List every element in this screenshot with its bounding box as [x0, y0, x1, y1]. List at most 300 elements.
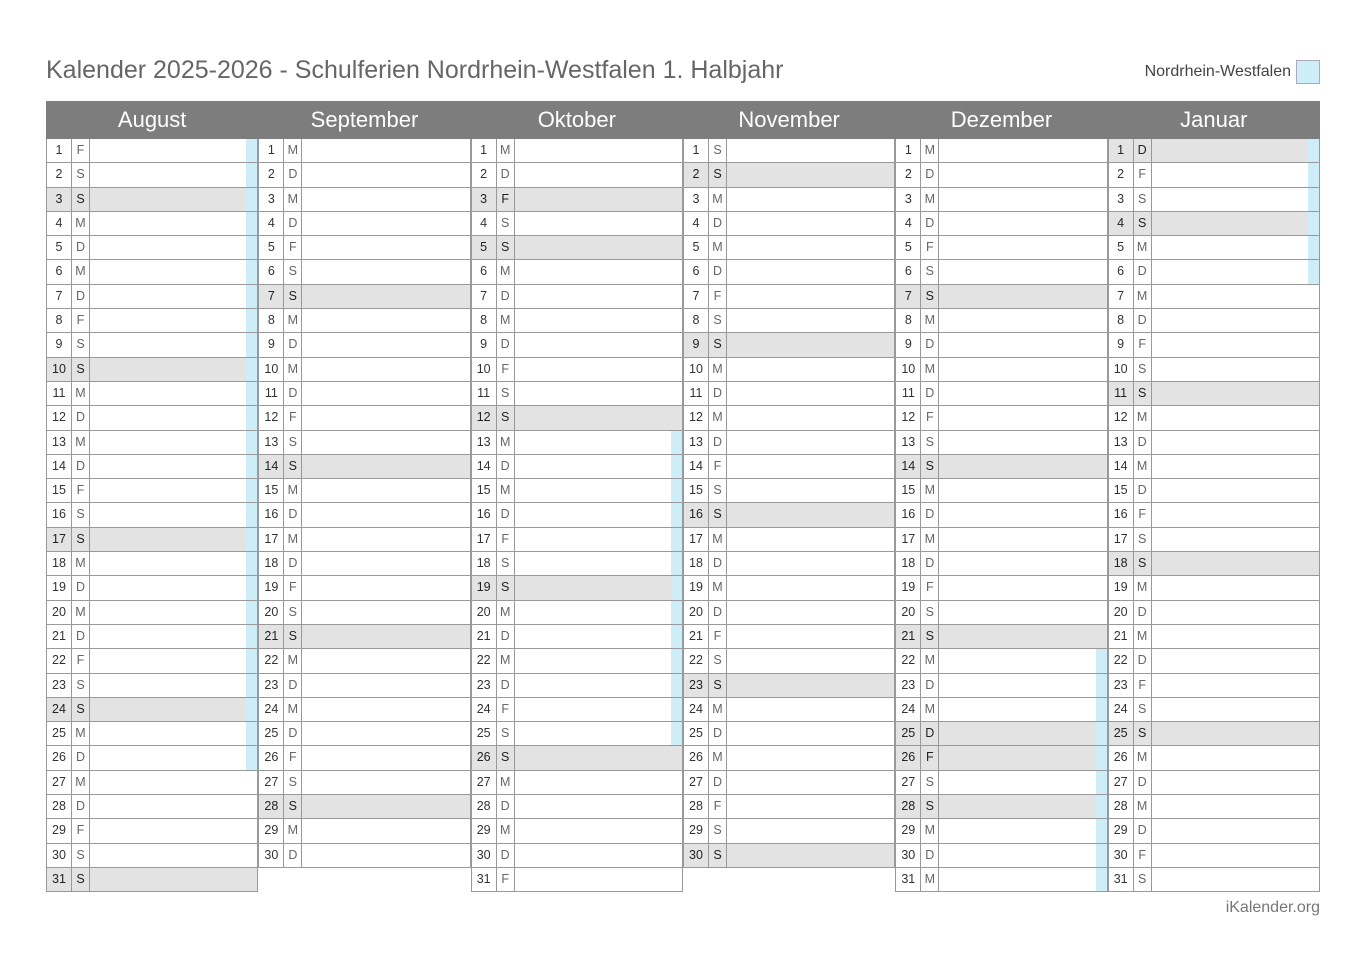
holiday-marker — [246, 746, 257, 769]
day-number: 29 — [1109, 819, 1134, 842]
day-note-cell — [90, 795, 257, 818]
holiday-marker — [246, 333, 257, 356]
day-number: 8 — [1109, 309, 1134, 332]
weekday-letter: D — [284, 503, 302, 526]
weekday-letter: M — [497, 649, 515, 672]
day-note-cell — [727, 139, 894, 162]
day-row — [471, 576, 683, 600]
weekday-letter: D — [709, 601, 727, 624]
day-row — [471, 285, 683, 309]
day-row — [1108, 601, 1320, 625]
day-row — [683, 139, 895, 163]
day-note-cell — [515, 260, 682, 283]
day-row — [683, 819, 895, 843]
weekday-letter: S — [72, 188, 90, 211]
weekday-letter: M — [1134, 455, 1152, 478]
day-note-cell — [1152, 601, 1319, 624]
day-row — [471, 479, 683, 503]
day-number: 2 — [259, 163, 284, 186]
day-number: 31 — [896, 868, 921, 891]
day-row — [258, 163, 470, 187]
day-row — [1108, 285, 1320, 309]
day-number: 8 — [47, 309, 72, 332]
day-number: 11 — [47, 382, 72, 405]
day-row — [1108, 552, 1320, 576]
weekday-letter: S — [72, 868, 90, 891]
day-number: 27 — [896, 771, 921, 794]
day-row — [683, 431, 895, 455]
day-row — [471, 333, 683, 357]
holiday-marker — [246, 455, 257, 478]
day-number: 13 — [47, 431, 72, 454]
weekday-letter: S — [284, 771, 302, 794]
day-note-cell — [727, 455, 894, 478]
day-row — [1108, 722, 1320, 746]
day-note-cell — [1152, 722, 1319, 745]
day-number: 18 — [47, 552, 72, 575]
day-row — [683, 260, 895, 284]
weekday-letter: S — [72, 333, 90, 356]
day-number: 7 — [259, 285, 284, 308]
day-note-cell — [515, 212, 682, 235]
day-number: 4 — [896, 212, 921, 235]
day-number: 24 — [684, 698, 709, 721]
weekday-letter: S — [1134, 358, 1152, 381]
day-row — [895, 771, 1107, 795]
day-note-cell — [1152, 868, 1319, 891]
day-row — [46, 163, 258, 187]
day-number: 21 — [684, 625, 709, 648]
day-number: 22 — [472, 649, 497, 672]
day-note-cell — [939, 844, 1106, 867]
day-row — [471, 528, 683, 552]
day-note-cell — [1152, 431, 1319, 454]
day-number: 9 — [47, 333, 72, 356]
day-number: 17 — [472, 528, 497, 551]
day-note-cell — [302, 188, 469, 211]
day-row — [46, 795, 258, 819]
day-row — [895, 649, 1107, 673]
day-number: 26 — [259, 746, 284, 769]
day-number: 10 — [1109, 358, 1134, 381]
day-note-cell — [727, 528, 894, 551]
day-number: 28 — [1109, 795, 1134, 818]
day-row — [471, 431, 683, 455]
day-row — [258, 236, 470, 260]
day-number: 2 — [1109, 163, 1134, 186]
day-row — [683, 722, 895, 746]
weekday-letter: D — [1134, 601, 1152, 624]
day-number: 4 — [259, 212, 284, 235]
weekday-letter: S — [284, 625, 302, 648]
weekday-letter: S — [921, 601, 939, 624]
day-note-cell — [939, 236, 1106, 259]
day-number: 1 — [1109, 139, 1134, 162]
weekday-letter: D — [72, 455, 90, 478]
day-number: 23 — [259, 674, 284, 697]
weekday-letter: D — [709, 552, 727, 575]
day-note-cell — [727, 819, 894, 842]
day-note-cell — [302, 236, 469, 259]
month-column-dezember — [895, 139, 1107, 892]
day-row — [471, 649, 683, 673]
holiday-marker — [1096, 771, 1107, 794]
day-note-cell — [1152, 746, 1319, 769]
weekday-letter: S — [72, 358, 90, 381]
weekday-letter: M — [284, 528, 302, 551]
weekday-letter: D — [1134, 260, 1152, 283]
day-number: 12 — [1109, 406, 1134, 429]
day-row — [683, 795, 895, 819]
weekday-letter: D — [284, 844, 302, 867]
day-row — [258, 625, 470, 649]
holiday-marker — [671, 722, 682, 745]
holiday-marker — [671, 601, 682, 624]
day-row — [895, 528, 1107, 552]
day-number: 27 — [259, 771, 284, 794]
day-note-cell — [302, 382, 469, 405]
month-header-dezember: Dezember — [950, 107, 1053, 132]
weekday-letter: S — [1134, 188, 1152, 211]
weekday-letter: M — [284, 309, 302, 332]
day-number: 12 — [47, 406, 72, 429]
day-note-cell — [302, 212, 469, 235]
day-note-cell — [515, 406, 682, 429]
day-row — [683, 358, 895, 382]
month-column-november — [683, 139, 895, 892]
weekday-letter: S — [497, 746, 515, 769]
day-note-cell — [515, 746, 682, 769]
day-note-cell — [1152, 382, 1319, 405]
day-row — [683, 236, 895, 260]
day-row — [471, 552, 683, 576]
day-note-cell — [515, 625, 682, 648]
day-note-cell — [90, 236, 257, 259]
day-number: 3 — [896, 188, 921, 211]
weekday-letter: S — [1134, 722, 1152, 745]
legend — [1145, 60, 1320, 84]
weekday-letter: F — [497, 698, 515, 721]
day-number: 16 — [684, 503, 709, 526]
day-number: 30 — [1109, 844, 1134, 867]
weekday-letter: S — [72, 528, 90, 551]
weekday-letter: D — [921, 212, 939, 235]
day-row — [471, 674, 683, 698]
day-number: 20 — [1109, 601, 1134, 624]
day-row — [258, 503, 470, 527]
day-row — [258, 552, 470, 576]
day-row — [46, 236, 258, 260]
day-number: 18 — [684, 552, 709, 575]
day-note-cell — [1152, 528, 1319, 551]
holiday-marker — [246, 649, 257, 672]
day-note-cell — [515, 382, 682, 405]
day-note-cell — [515, 722, 682, 745]
day-number: 25 — [47, 722, 72, 745]
weekday-letter: F — [1134, 163, 1152, 186]
day-number: 20 — [684, 601, 709, 624]
weekday-letter: M — [497, 479, 515, 502]
day-note-cell — [939, 455, 1106, 478]
day-number: 1 — [259, 139, 284, 162]
day-number: 30 — [472, 844, 497, 867]
day-number: 30 — [896, 844, 921, 867]
weekday-letter: M — [1134, 746, 1152, 769]
day-note-cell — [727, 309, 894, 332]
day-note-cell — [1152, 236, 1319, 259]
day-note-cell — [302, 674, 469, 697]
day-number: 18 — [896, 552, 921, 575]
day-number: 8 — [259, 309, 284, 332]
holiday-marker — [246, 139, 257, 162]
day-note-cell — [1152, 795, 1319, 818]
day-note-cell — [90, 455, 257, 478]
weekday-letter: F — [709, 455, 727, 478]
day-row — [1108, 528, 1320, 552]
day-row — [258, 333, 470, 357]
holiday-marker — [246, 625, 257, 648]
weekday-letter: D — [709, 431, 727, 454]
month-column-august — [46, 139, 258, 892]
day-number: 14 — [472, 455, 497, 478]
day-row — [471, 358, 683, 382]
day-number: 13 — [472, 431, 497, 454]
day-number: 26 — [472, 746, 497, 769]
day-note-cell — [302, 795, 469, 818]
day-row — [1108, 212, 1320, 236]
day-number: 11 — [684, 382, 709, 405]
day-note-cell — [939, 746, 1106, 769]
holiday-marker — [671, 649, 682, 672]
day-number: 10 — [259, 358, 284, 381]
day-row — [1108, 576, 1320, 600]
day-note-cell — [90, 431, 257, 454]
day-number: 27 — [684, 771, 709, 794]
day-note-cell — [515, 868, 682, 891]
day-number: 16 — [896, 503, 921, 526]
day-note-cell — [90, 552, 257, 575]
day-number: 28 — [684, 795, 709, 818]
day-row — [1108, 649, 1320, 673]
day-number: 14 — [1109, 455, 1134, 478]
weekday-letter: F — [72, 479, 90, 502]
day-note-cell — [302, 746, 469, 769]
day-row — [683, 844, 895, 868]
day-row — [895, 285, 1107, 309]
day-row — [1108, 795, 1320, 819]
day-note-cell — [939, 625, 1106, 648]
weekday-letter: D — [1134, 819, 1152, 842]
holiday-marker — [1096, 795, 1107, 818]
day-note-cell — [727, 479, 894, 502]
day-number: 26 — [684, 746, 709, 769]
day-note-cell — [302, 819, 469, 842]
weekday-letter: S — [921, 795, 939, 818]
holiday-marker — [1096, 722, 1107, 745]
day-number: 13 — [684, 431, 709, 454]
day-note-cell — [727, 698, 894, 721]
day-row — [895, 455, 1107, 479]
day-row — [895, 236, 1107, 260]
day-note-cell — [1152, 260, 1319, 283]
month-header-bar — [46, 101, 1320, 139]
day-note-cell — [302, 139, 469, 162]
day-number: 13 — [896, 431, 921, 454]
holiday-marker — [671, 674, 682, 697]
month-column-januar — [1108, 139, 1320, 892]
day-row — [895, 868, 1107, 892]
weekday-letter: S — [1134, 552, 1152, 575]
day-number: 6 — [1109, 260, 1134, 283]
day-number: 31 — [47, 868, 72, 891]
day-row — [471, 260, 683, 284]
day-note-cell — [90, 844, 257, 867]
weekday-letter: M — [72, 260, 90, 283]
day-row — [683, 212, 895, 236]
weekday-letter: F — [921, 746, 939, 769]
weekday-letter: F — [284, 406, 302, 429]
day-note-cell — [1152, 819, 1319, 842]
day-note-cell — [1152, 698, 1319, 721]
weekday-letter: M — [709, 576, 727, 599]
day-number: 2 — [47, 163, 72, 186]
day-row — [46, 576, 258, 600]
day-note-cell — [90, 188, 257, 211]
holiday-marker — [1308, 260, 1319, 283]
day-note-cell — [1152, 625, 1319, 648]
day-note-cell — [727, 601, 894, 624]
holiday-marker — [246, 528, 257, 551]
day-number: 26 — [896, 746, 921, 769]
day-row — [258, 674, 470, 698]
day-note-cell — [727, 674, 894, 697]
day-number: 13 — [1109, 431, 1134, 454]
weekday-letter: S — [921, 455, 939, 478]
weekday-letter: D — [284, 674, 302, 697]
day-number: 9 — [472, 333, 497, 356]
day-note-cell — [515, 358, 682, 381]
day-number: 29 — [896, 819, 921, 842]
weekday-letter: M — [72, 722, 90, 745]
day-number: 30 — [259, 844, 284, 867]
day-row — [471, 406, 683, 430]
day-note-cell — [939, 503, 1106, 526]
holiday-marker — [1308, 188, 1319, 211]
holiday-marker — [246, 503, 257, 526]
weekday-letter: S — [921, 771, 939, 794]
day-row — [895, 212, 1107, 236]
day-row — [1108, 309, 1320, 333]
weekday-letter: S — [497, 406, 515, 429]
day-number: 1 — [472, 139, 497, 162]
day-note-cell — [302, 552, 469, 575]
weekday-letter: M — [497, 139, 515, 162]
weekday-letter: S — [497, 236, 515, 259]
holiday-marker — [246, 431, 257, 454]
weekday-letter: F — [921, 406, 939, 429]
day-row — [258, 406, 470, 430]
day-number: 31 — [1109, 868, 1134, 891]
day-note-cell — [515, 674, 682, 697]
day-number: 7 — [1109, 285, 1134, 308]
weekday-letter: M — [72, 212, 90, 235]
day-note-cell — [302, 698, 469, 721]
day-note-cell — [939, 431, 1106, 454]
day-row — [683, 625, 895, 649]
weekday-letter: D — [497, 163, 515, 186]
day-row — [46, 309, 258, 333]
day-note-cell — [727, 236, 894, 259]
weekday-letter: S — [72, 674, 90, 697]
day-row — [258, 188, 470, 212]
day-row — [895, 163, 1107, 187]
day-row — [46, 382, 258, 406]
day-row — [258, 358, 470, 382]
day-row — [46, 431, 258, 455]
weekday-letter: M — [284, 819, 302, 842]
day-number: 21 — [1109, 625, 1134, 648]
day-number: 27 — [472, 771, 497, 794]
day-row — [46, 722, 258, 746]
month-column-september — [258, 139, 470, 892]
day-row — [471, 746, 683, 770]
weekday-letter: M — [921, 188, 939, 211]
day-note-cell — [1152, 649, 1319, 672]
page-title: Kalender 2025-2026 - Schulferien Nordrhein-Westfalen 1. Halbjahr — [46, 56, 784, 84]
weekday-letter: D — [284, 382, 302, 405]
day-row — [471, 212, 683, 236]
day-number: 15 — [472, 479, 497, 502]
day-row — [258, 212, 470, 236]
weekday-letter: M — [921, 868, 939, 891]
day-note-cell — [90, 649, 257, 672]
day-row — [46, 625, 258, 649]
day-note-cell — [1152, 576, 1319, 599]
holiday-marker — [246, 358, 257, 381]
day-row — [683, 698, 895, 722]
day-note-cell — [90, 503, 257, 526]
day-row — [258, 576, 470, 600]
day-row — [46, 406, 258, 430]
day-row — [895, 674, 1107, 698]
day-number: 7 — [684, 285, 709, 308]
day-note-cell — [515, 163, 682, 186]
weekday-letter: F — [72, 649, 90, 672]
day-note-cell — [515, 479, 682, 502]
day-note-cell — [939, 868, 1106, 891]
holiday-marker — [1096, 698, 1107, 721]
day-note-cell — [939, 382, 1106, 405]
day-note-cell — [1152, 358, 1319, 381]
holiday-marker — [246, 479, 257, 502]
weekday-letter: S — [284, 795, 302, 818]
day-row — [895, 382, 1107, 406]
day-row — [471, 795, 683, 819]
weekday-letter: S — [709, 309, 727, 332]
holiday-marker — [671, 431, 682, 454]
day-row — [46, 698, 258, 722]
weekday-letter: D — [921, 333, 939, 356]
holiday-marker — [246, 698, 257, 721]
calendar-grid — [46, 101, 1320, 892]
weekday-letter: S — [497, 212, 515, 235]
weekday-letter: M — [709, 406, 727, 429]
day-number: 10 — [684, 358, 709, 381]
day-note-cell — [515, 503, 682, 526]
holiday-marker — [246, 212, 257, 235]
day-row — [46, 552, 258, 576]
weekday-letter: D — [72, 285, 90, 308]
